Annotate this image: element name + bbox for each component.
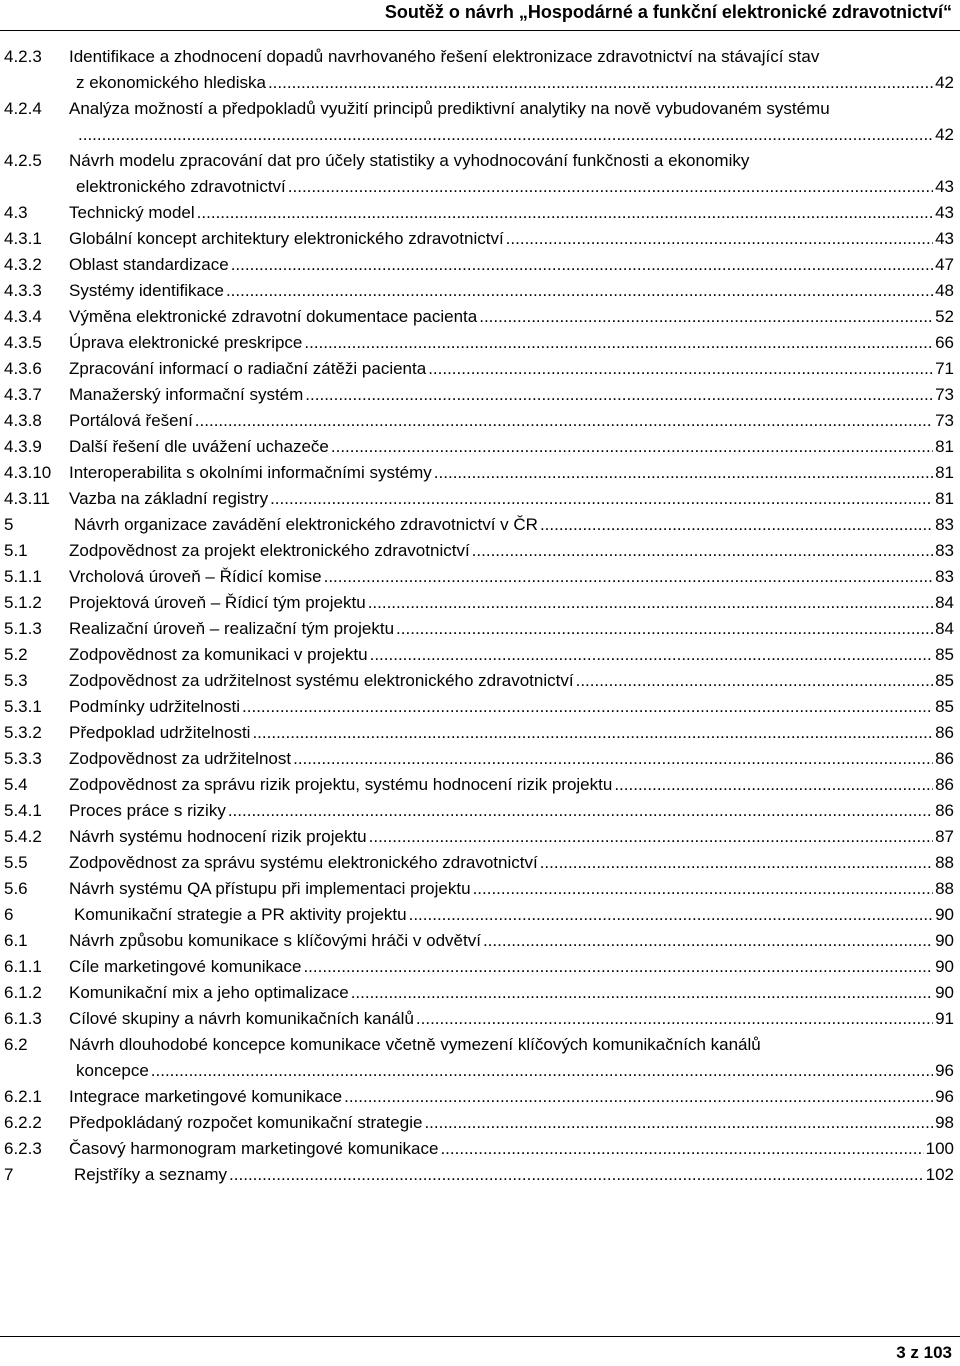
toc-entry-number: 5.4 <box>4 775 28 794</box>
toc-entry-title: Návrh systému QA přístupu při implementaci projektu <box>69 879 471 898</box>
toc-entry[interactable] <box>4 928 954 954</box>
dot-leader <box>416 1006 933 1032</box>
dot-leader <box>231 252 933 278</box>
toc-entry[interactable] <box>4 1110 954 1136</box>
toc-entry-page: 42 <box>935 73 954 92</box>
toc-entry-title: Zodpovědnost za udržitelnost <box>69 749 292 768</box>
toc-entry-number: 4.2.5 <box>4 151 42 170</box>
toc-entry-title: Návrh způsobu komunikace s klíčovými hráči v odvětví <box>69 931 481 950</box>
toc-entry-page: 84 <box>935 619 954 638</box>
toc-entry-title: Vazba na základní registry <box>69 489 269 508</box>
dot-leader <box>440 1136 923 1162</box>
toc-entry-title: Rejstříky a seznamy <box>74 1165 228 1184</box>
toc-entry-number: 5.3.1 <box>4 697 42 716</box>
toc-entry-page: 83 <box>935 567 954 586</box>
toc-entry-title: Zodpovědnost za komunikaci v projektu <box>69 645 368 664</box>
toc-entry-page: 85 <box>935 697 954 716</box>
toc-entry-title: Časový harmonogram marketingové komunikace <box>69 1139 439 1158</box>
toc-entry-title: Integrace marketingové komunikace <box>69 1087 343 1106</box>
toc-entry-title: Proces práce s riziky <box>69 801 226 820</box>
toc-entry-page: 96 <box>935 1087 954 1106</box>
toc-entry[interactable] <box>4 564 954 590</box>
toc-entry-page: 81 <box>935 437 954 456</box>
toc-entry-title: Identifikace a zhodnocení dopadů navrhovaného řešení elektronizace zdravotnictví na stávající stav <box>69 47 820 66</box>
toc-entry[interactable] <box>4 1084 954 1110</box>
toc-entry-number: 5.4.1 <box>4 801 42 820</box>
dot-leader <box>576 668 933 694</box>
toc-entry[interactable] <box>4 460 954 486</box>
toc-entry-number: 5.2 <box>4 645 28 664</box>
toc-entry-title: Návrh systému hodnocení rizik projektu <box>69 827 367 846</box>
toc-entry-title: Systémy identifikace <box>69 281 224 300</box>
toc-entry[interactable] <box>4 642 954 668</box>
dot-leader <box>270 486 933 512</box>
dot-leader <box>268 70 933 96</box>
toc-entry-title: Cílové skupiny a návrh komunikačních kanálů <box>69 1009 414 1028</box>
toc-entry-number: 4.3.7 <box>4 385 42 404</box>
toc-entry-title: Vrcholová úroveň – Řídicí komise <box>69 567 322 586</box>
toc-entry[interactable] <box>4 382 954 408</box>
toc-entry-title: Úprava elektronické preskripce <box>69 333 303 352</box>
toc-entry-page: 85 <box>935 671 954 690</box>
toc-entry-page: 102 <box>925 1165 954 1184</box>
toc-entry[interactable] <box>4 694 954 720</box>
toc-entry-page: 42 <box>935 125 954 144</box>
dot-leader <box>396 616 933 642</box>
toc-entry-number: 4.3.3 <box>4 281 42 300</box>
toc-entry[interactable] <box>4 590 954 616</box>
toc-entry-number: 5.1.1 <box>4 567 42 586</box>
toc-entry-number: 6.2 <box>4 1035 28 1054</box>
toc-entry-number: 5.1 <box>4 541 28 560</box>
dot-leader <box>305 382 933 408</box>
toc-entry[interactable] <box>4 1162 954 1188</box>
toc-entry[interactable] <box>4 1136 954 1162</box>
toc-entry-title: Realizační úroveň – realizační tým projektu <box>69 619 395 638</box>
toc-entry-number: 6.2.2 <box>4 1113 42 1132</box>
toc-entry-title: Podmínky udržitelnosti <box>69 697 241 716</box>
toc-entry[interactable] <box>4 200 954 226</box>
dot-leader <box>344 1084 933 1110</box>
toc-entry-page: 83 <box>935 541 954 560</box>
dot-leader <box>472 538 933 564</box>
toc-entry-page: 100 <box>925 1139 954 1158</box>
toc-entry-page: 73 <box>935 411 954 430</box>
toc-entry-title-continuation: z ekonomického hlediska <box>76 73 266 92</box>
dot-leader <box>483 928 933 954</box>
dot-leader <box>369 824 933 850</box>
document-title: Soutěž o návrh „Hospodárné a funkční elektronické zdravotnictví“ <box>384 2 952 22</box>
toc-entry-page: 83 <box>935 515 954 534</box>
dot-leader <box>288 174 933 200</box>
toc-entry-title-continuation: elektronického zdravotnictví <box>76 177 286 196</box>
toc-entry-page: 52 <box>935 307 954 326</box>
toc-entry-title: Další řešení dle uvážení uchazeče <box>69 437 329 456</box>
toc-entry[interactable] <box>4 304 954 330</box>
toc-entry-page: 81 <box>935 489 954 508</box>
toc-entry[interactable] <box>4 434 954 460</box>
toc-entry-title: Manažerský informační systém <box>69 385 304 404</box>
dot-leader <box>506 226 933 252</box>
toc-entry-number: 4.3.6 <box>4 359 42 378</box>
toc-entry[interactable] <box>4 616 954 642</box>
toc-entry-title: Zodpovědnost za správu systému elektronického zdravotnictví <box>69 853 538 872</box>
toc-entry[interactable] <box>4 538 954 564</box>
toc-entry[interactable] <box>4 824 954 850</box>
dot-leader <box>252 720 933 746</box>
toc-entry-page: 86 <box>935 801 954 820</box>
toc-entry-page: 66 <box>935 333 954 352</box>
toc-entry-title: Výměna elektronické zdravotní dokumentace pacienta <box>69 307 478 326</box>
toc-entry[interactable] <box>4 850 954 876</box>
toc-entry-page: 73 <box>935 385 954 404</box>
toc-entry-page: 71 <box>935 359 954 378</box>
toc-entry-number: 6.1.2 <box>4 983 42 1002</box>
toc-entry-page: 86 <box>935 749 954 768</box>
toc-entry[interactable] <box>4 96 954 148</box>
toc-entry-number: 4.3.9 <box>4 437 42 456</box>
dot-leader <box>368 590 933 616</box>
toc-entry-title: Globální koncept architektury elektronického zdravotnictví <box>69 229 504 248</box>
toc-entry-page: 43 <box>935 229 954 248</box>
dot-leader <box>78 122 933 148</box>
toc-entry-number: 5.3.3 <box>4 749 42 768</box>
toc-entry-title: Projektová úroveň – Řídicí tým projektu <box>69 593 366 612</box>
toc-entry-title: Komunikační mix a jeho optimalizace <box>69 983 349 1002</box>
toc-entry-number: 4.2.4 <box>4 99 42 118</box>
toc-entry-number: 5.1.3 <box>4 619 42 638</box>
header-divider <box>0 30 960 31</box>
toc-entry[interactable] <box>4 720 954 746</box>
toc-entry[interactable] <box>4 226 954 252</box>
toc-entry-number: 6.2.1 <box>4 1087 42 1106</box>
dot-leader <box>226 278 933 304</box>
toc-entry-page: 86 <box>935 723 954 742</box>
toc-entry[interactable] <box>4 746 954 772</box>
toc-entry-title: Portálová řešení <box>69 411 193 430</box>
toc-entry-title-continuation: koncepce <box>76 1061 149 1080</box>
toc-entry[interactable] <box>4 980 954 1006</box>
toc-entry-page: 48 <box>935 281 954 300</box>
dot-leader <box>614 772 933 798</box>
toc-entry-page: 87 <box>935 827 954 846</box>
dot-leader <box>434 460 933 486</box>
table-of-contents <box>4 44 954 1188</box>
toc-entry[interactable] <box>4 876 954 902</box>
toc-entry-number: 5.5 <box>4 853 28 872</box>
toc-entry-title: Cíle marketingové komunikace <box>69 957 302 976</box>
toc-entry-number: 6.1 <box>4 931 28 950</box>
toc-entry[interactable] <box>4 1006 954 1032</box>
dot-leader <box>428 356 933 382</box>
toc-entry-number: 6.1.1 <box>4 957 42 976</box>
toc-entry[interactable] <box>4 44 954 96</box>
toc-entry-number: 5.4.2 <box>4 827 42 846</box>
dot-leader <box>304 330 933 356</box>
toc-entry[interactable] <box>4 512 954 538</box>
toc-entry-page: 43 <box>935 203 954 222</box>
toc-entry-title: Oblast standardizace <box>69 255 229 274</box>
dot-leader <box>197 200 933 226</box>
toc-entry-page: 91 <box>935 1009 954 1028</box>
toc-entry[interactable] <box>4 278 954 304</box>
dot-leader <box>242 694 933 720</box>
dot-leader <box>293 746 933 772</box>
toc-entry-page: 90 <box>935 931 954 950</box>
dot-leader <box>479 304 933 330</box>
toc-entry[interactable] <box>4 148 954 200</box>
toc-entry-title: Předpokládaný rozpočet komunikační strategie <box>69 1113 423 1132</box>
toc-entry[interactable] <box>4 330 954 356</box>
toc-entry-page: 90 <box>935 905 954 924</box>
dot-leader <box>229 1162 924 1188</box>
page-number: 3 z 103 <box>896 1343 952 1362</box>
toc-entry-page: 47 <box>935 255 954 274</box>
toc-entry[interactable] <box>4 668 954 694</box>
toc-entry-number: 5 <box>4 515 14 534</box>
toc-entry-page: 90 <box>935 983 954 1002</box>
toc-entry-number: 4.2.3 <box>4 47 42 66</box>
toc-entry-page: 88 <box>935 879 954 898</box>
footer-divider <box>0 1336 960 1337</box>
toc-entry[interactable] <box>4 408 954 434</box>
page-header <box>0 0 960 23</box>
toc-entry-title: Analýza možností a předpokladů využití principů prediktivní analytiky na nově vybudovaném systému <box>69 99 830 118</box>
toc-entry-title: Zodpovědnost za projekt elektronického zdravotnictví <box>69 541 470 560</box>
dot-leader <box>540 512 933 538</box>
toc-entry-title: Zodpovědnost za udržitelnost systému elektronického zdravotnictví <box>69 671 574 690</box>
dot-leader <box>424 1110 933 1136</box>
toc-entry[interactable] <box>4 902 954 928</box>
toc-entry-number: 7 <box>4 1165 14 1184</box>
toc-entry-number: 5.3 <box>4 671 28 690</box>
toc-entry-number: 4.3.8 <box>4 411 42 430</box>
toc-entry-page: 81 <box>935 463 954 482</box>
toc-entry-number: 4.3 <box>4 203 28 222</box>
toc-entry-page: 90 <box>935 957 954 976</box>
toc-entry-page: 85 <box>935 645 954 664</box>
toc-entry-title: Návrh organizace zavádění elektronického zdravotnictví v ČR <box>74 515 538 534</box>
toc-entry-number: 5.3.2 <box>4 723 42 742</box>
toc-entry-title: Předpoklad udržitelnosti <box>69 723 251 742</box>
toc-entry-number: 5.1.2 <box>4 593 42 612</box>
toc-entry-page: 86 <box>935 775 954 794</box>
toc-entry-number: 5.6 <box>4 879 28 898</box>
toc-entry[interactable] <box>4 486 954 512</box>
toc-entry-number: 4.3.2 <box>4 255 42 274</box>
dot-leader <box>473 876 934 902</box>
toc-entry[interactable] <box>4 252 954 278</box>
toc-entry-number: 4.3.4 <box>4 307 42 326</box>
toc-entry-number: 6 <box>4 905 14 924</box>
toc-entry[interactable] <box>4 954 954 980</box>
toc-entry-page: 98 <box>935 1113 954 1132</box>
dot-leader <box>324 564 933 590</box>
toc-entry-number: 6.2.3 <box>4 1139 42 1158</box>
toc-entry-title: Komunikační strategie a PR aktivity projektu <box>74 905 407 924</box>
toc-entry[interactable] <box>4 356 954 382</box>
toc-entry-number: 4.3.11 <box>4 489 51 508</box>
toc-entry[interactable] <box>4 772 954 798</box>
toc-entry-title: Technický model <box>69 203 195 222</box>
dot-leader <box>195 408 933 434</box>
toc-entry-title: Návrh dlouhodobé koncepce komunikace včetně vymezení klíčových komunikačních kanálů <box>69 1035 761 1054</box>
dot-leader <box>303 954 933 980</box>
dot-leader <box>540 850 933 876</box>
dot-leader <box>351 980 933 1006</box>
toc-entry-page: 96 <box>935 1061 954 1080</box>
dot-leader <box>409 902 933 928</box>
toc-entry-page: 84 <box>935 593 954 612</box>
toc-entry-number: 4.3.5 <box>4 333 42 352</box>
toc-entry-number: 4.3.1 <box>4 229 42 248</box>
toc-entry[interactable] <box>4 1032 954 1084</box>
toc-entry-number: 6.1.3 <box>4 1009 42 1028</box>
toc-entry-page: 88 <box>935 853 954 872</box>
toc-entry-page: 43 <box>935 177 954 196</box>
toc-entry-title: Interoperabilita s okolními informačními systémy <box>69 463 432 482</box>
toc-entry[interactable] <box>4 798 954 824</box>
dot-leader <box>228 798 933 824</box>
dot-leader <box>331 434 933 460</box>
toc-entry-number: 4.3.10 <box>4 463 52 482</box>
toc-entry-title: Zpracování informací o radiační zátěži pacienta <box>69 359 427 378</box>
toc-entry-title: Návrh modelu zpracování dat pro účely statistiky a vyhodnocování funkčnosti a ekonomiky <box>69 151 750 170</box>
dot-leader <box>370 642 933 668</box>
dot-leader <box>151 1058 933 1084</box>
toc-entry-title: Zodpovědnost za správu rizik projektu, systému hodnocení rizik projektu <box>69 775 613 794</box>
